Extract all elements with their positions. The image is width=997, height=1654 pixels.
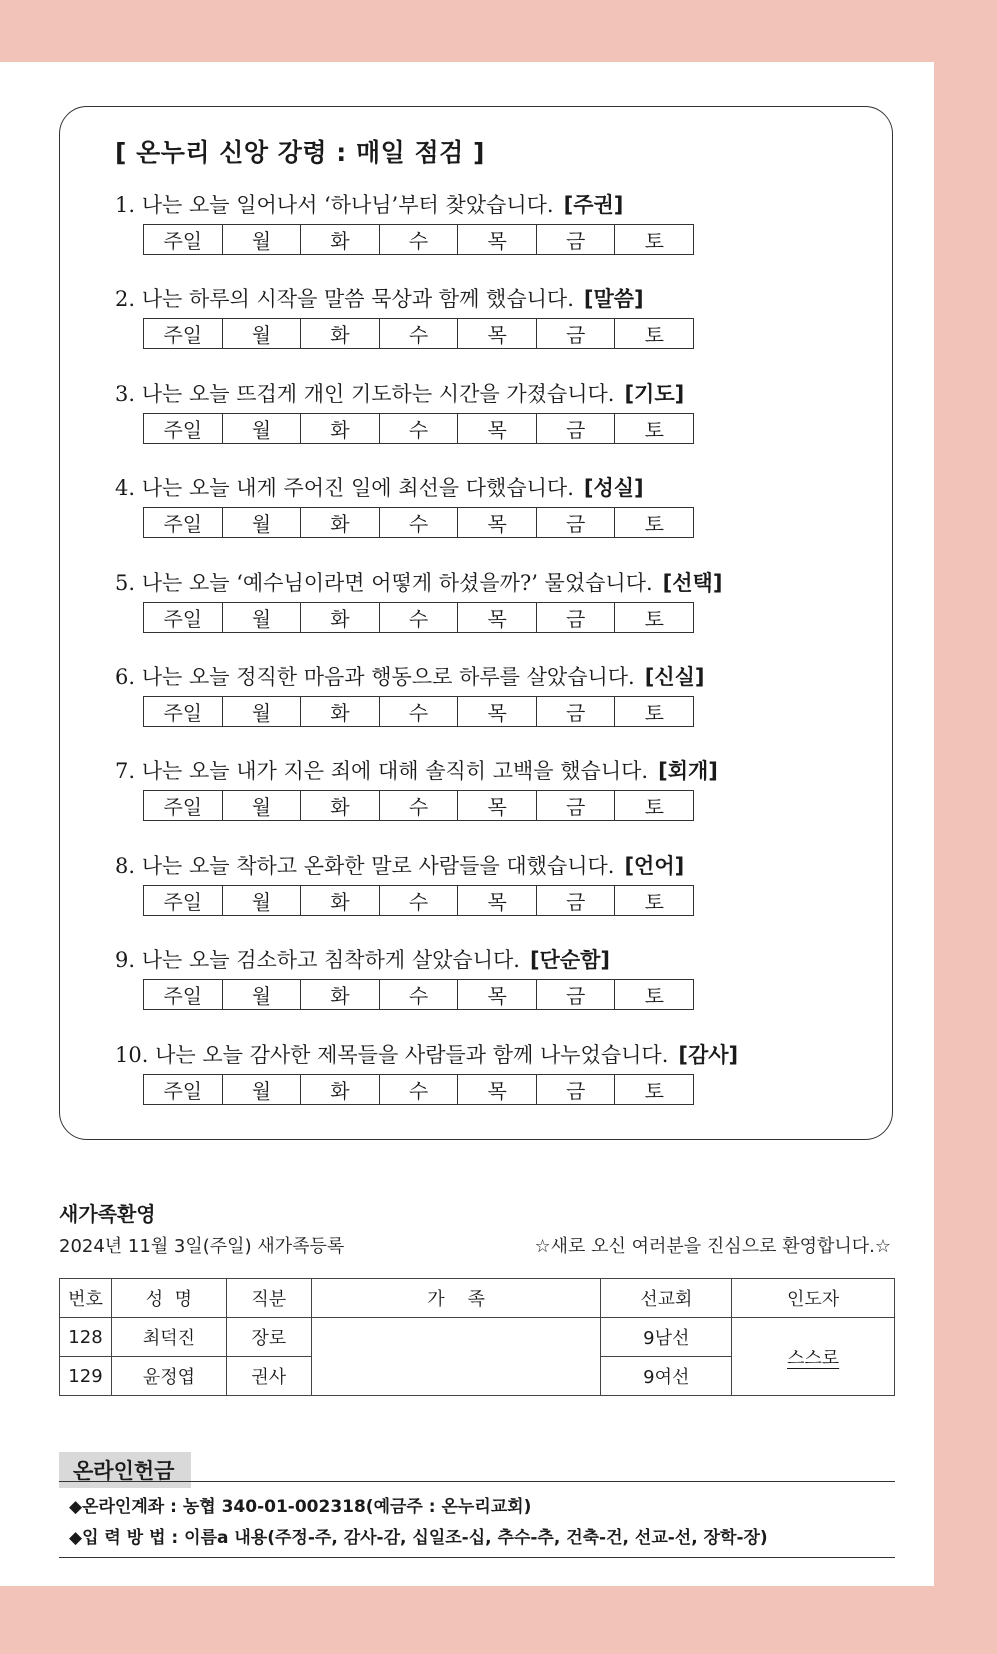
weekday-check-cell[interactable]: 목 <box>457 603 536 632</box>
weekday-check-cell[interactable]: 주일 <box>163 1079 203 1103</box>
new-family-table <box>59 1278 895 1396</box>
checklist-item-text: 4. 나는 오늘 내게 주어진 일에 최선을 다했습니다. <box>115 476 574 500</box>
weekday-check-cell[interactable]: 주일 <box>163 229 203 253</box>
weekday-check-cell[interactable]: 수 <box>379 603 458 632</box>
cell-role: 장로 <box>226 1318 311 1357</box>
table-header-row <box>60 1279 895 1318</box>
checklist-item <box>115 473 875 538</box>
weekday-check-cell[interactable]: 월 <box>222 697 301 726</box>
weekday-check-cell[interactable]: 금 <box>536 603 615 632</box>
checklist-item-line <box>115 190 875 220</box>
weekday-check-cell[interactable]: 수 <box>379 508 458 537</box>
checklist-item-tag: [말씀] <box>583 287 644 311</box>
weekday-checkbox-row <box>143 602 694 633</box>
new-family-date: 2024년 11월 3일(주일) 새가족등록 <box>59 1236 345 1257</box>
cell-mission: 9남선 <box>601 1318 732 1357</box>
weekday-check-cell[interactable]: 주일 <box>163 701 203 725</box>
weekday-check-cell[interactable]: 월 <box>222 319 301 348</box>
bulletin-page <box>0 62 934 1586</box>
weekday-check-cell[interactable]: 주일 <box>163 323 203 347</box>
checklist-item <box>115 379 875 444</box>
weekday-check-cell[interactable]: 목 <box>457 319 536 348</box>
checklist-item <box>115 1040 875 1105</box>
weekday-check-cell[interactable]: 토 <box>614 980 693 1009</box>
checklist-item-tag: [신실] <box>644 665 705 689</box>
header-number: 번호 <box>60 1279 112 1318</box>
weekday-check-cell[interactable]: 토 <box>614 225 693 254</box>
weekday-check-cell[interactable]: 금 <box>536 225 615 254</box>
weekday-check-cell[interactable]: 월 <box>222 886 301 915</box>
weekday-check-cell[interactable]: 월 <box>222 1075 301 1104</box>
weekday-checkbox-row <box>143 318 694 349</box>
new-family-message: ☆새로 오신 여러분을 진심으로 환영합니다.☆ <box>534 1236 891 1257</box>
weekday-check-cell[interactable]: 주일 <box>163 795 203 819</box>
checklist-item-line <box>115 945 875 975</box>
weekday-checkbox-row <box>143 790 694 821</box>
weekday-check-cell[interactable]: 수 <box>379 697 458 726</box>
weekday-check-cell[interactable]: 수 <box>379 319 458 348</box>
weekday-check-cell[interactable]: 월 <box>222 791 301 820</box>
checklist-item-text: 6. 나는 오늘 정직한 마음과 행동으로 하루를 살았습니다. <box>115 665 635 689</box>
checklist-item <box>115 568 875 633</box>
cell-mission: 9여선 <box>601 1357 732 1396</box>
weekday-checkbox-row <box>143 1074 694 1105</box>
checklist-item-tag: [성실] <box>583 476 644 500</box>
weekday-check-cell[interactable]: 토 <box>614 508 693 537</box>
weekday-check-cell[interactable]: 목 <box>457 980 536 1009</box>
weekday-check-cell[interactable]: 금 <box>536 697 615 726</box>
weekday-check-cell[interactable]: 화 <box>300 980 379 1009</box>
divider <box>59 1481 895 1482</box>
weekday-check-cell[interactable]: 화 <box>300 886 379 915</box>
checklist-item-tag: [선택] <box>662 571 723 595</box>
weekday-check-cell[interactable]: 목 <box>457 414 536 443</box>
header-guide: 인도자 <box>732 1279 895 1318</box>
weekday-check-cell[interactable]: 토 <box>614 791 693 820</box>
weekday-check-cell[interactable]: 토 <box>614 319 693 348</box>
weekday-check-cell[interactable]: 월 <box>222 980 301 1009</box>
checklist-item-text: 9. 나는 오늘 검소하고 침착하게 살았습니다. <box>115 948 520 972</box>
checklist-item-line <box>115 284 875 314</box>
daily-checklist-box <box>59 106 893 1140</box>
weekday-check-cell[interactable]: 화 <box>300 791 379 820</box>
weekday-check-cell[interactable]: 토 <box>614 886 693 915</box>
cell-number: 128 <box>60 1318 112 1357</box>
checklist-item-text: 5. 나는 오늘 ‘예수님이라면 어떻게 하셨을까?’ 물었습니다. <box>115 571 653 595</box>
checklist-item-tag: [언어] <box>624 854 685 878</box>
cell-name: 윤정엽 <box>111 1357 226 1396</box>
checklist-item-tag: [감사] <box>678 1043 739 1067</box>
weekday-check-cell[interactable]: 화 <box>300 319 379 348</box>
checklist-item-tag: [기도] <box>624 382 685 406</box>
weekday-check-cell[interactable]: 주일 <box>163 607 203 631</box>
checklist-item <box>115 756 875 821</box>
weekday-check-cell[interactable]: 주일 <box>163 984 203 1008</box>
weekday-check-cell[interactable]: 수 <box>379 225 458 254</box>
weekday-check-cell[interactable]: 목 <box>457 508 536 537</box>
weekday-check-cell[interactable]: 월 <box>222 508 301 537</box>
checklist-item <box>115 284 875 349</box>
weekday-check-cell[interactable]: 토 <box>614 1075 693 1104</box>
divider <box>59 1557 895 1558</box>
weekday-check-cell[interactable]: 주일 <box>163 512 203 536</box>
weekday-check-cell[interactable]: 수 <box>379 414 458 443</box>
checklist-item <box>115 851 875 916</box>
weekday-check-cell[interactable]: 화 <box>300 508 379 537</box>
weekday-check-cell[interactable]: 화 <box>300 1075 379 1104</box>
checklist-title: [ 온누리 신앙 강령 : 매일 점검 ] <box>115 138 485 167</box>
weekday-check-cell[interactable]: 주일 <box>163 418 203 442</box>
weekday-check-cell[interactable]: 금 <box>536 1075 615 1104</box>
checklist-item <box>115 190 875 255</box>
header-family: 가 족 <box>311 1279 601 1318</box>
cell-number: 129 <box>60 1357 112 1396</box>
checklist-item-text: 2. 나는 하루의 시작을 말씀 묵상과 함께 했습니다. <box>115 287 574 311</box>
weekday-check-cell[interactable]: 월 <box>222 414 301 443</box>
weekday-checkbox-row <box>143 507 694 538</box>
checklist-item-line <box>115 662 875 692</box>
checklist-item-text: 10. 나는 오늘 감사한 제목들을 사람들과 함께 나누었습니다. <box>115 1043 669 1067</box>
checklist-item-text: 3. 나는 오늘 뜨겁게 개인 기도하는 시간을 가졌습니다. <box>115 382 615 406</box>
weekday-check-cell[interactable]: 월 <box>222 225 301 254</box>
checklist-item-text: 1. 나는 오늘 일어나서 ‘하나님’부터 찾았습니다. <box>115 193 554 217</box>
checklist-item-tag: [회개] <box>658 759 718 783</box>
weekday-check-cell[interactable]: 목 <box>457 225 536 254</box>
table-row <box>60 1318 895 1357</box>
weekday-check-cell[interactable]: 금 <box>536 414 615 443</box>
weekday-checkbox-row <box>143 413 694 444</box>
checklist-item-line <box>115 1040 875 1070</box>
weekday-check-cell[interactable]: 수 <box>379 980 458 1009</box>
weekday-check-cell[interactable]: 목 <box>457 791 536 820</box>
checklist-item-line <box>115 756 875 786</box>
header-name: 성 명 <box>111 1279 226 1318</box>
checklist-item-tag: [주권] <box>563 193 624 217</box>
weekday-check-cell[interactable]: 화 <box>300 603 379 632</box>
weekday-check-cell[interactable]: 수 <box>379 886 458 915</box>
header-role: 직분 <box>226 1279 311 1318</box>
weekday-checkbox-row <box>143 224 694 255</box>
weekday-checkbox-row <box>143 696 694 727</box>
weekday-check-cell[interactable]: 금 <box>536 508 615 537</box>
checklist-item <box>115 945 875 1010</box>
online-method-line: ◆입 력 방 법 : 이름a 내용(주정-주, 감사-감, 십일조-십, 추수-추, 건축-건, 선교-선, 장학-장) <box>69 1528 768 1548</box>
checklist-item-line <box>115 568 875 598</box>
weekday-checkbox-row <box>143 885 694 916</box>
weekday-checkbox-row <box>143 979 694 1010</box>
checklist-item-text: 8. 나는 오늘 착하고 온화한 말로 사람들을 대했습니다. <box>115 854 615 878</box>
checklist-item-line <box>115 473 875 503</box>
cell-name: 최덕진 <box>111 1318 226 1357</box>
weekday-check-cell[interactable]: 금 <box>536 319 615 348</box>
header-mission: 선교회 <box>601 1279 732 1318</box>
cell-guide <box>732 1318 895 1396</box>
weekday-check-cell[interactable]: 금 <box>536 791 615 820</box>
weekday-check-cell[interactable]: 금 <box>536 886 615 915</box>
weekday-check-cell[interactable]: 토 <box>614 414 693 443</box>
weekday-check-cell[interactable]: 금 <box>536 980 615 1009</box>
checklist-item <box>115 662 875 727</box>
weekday-check-cell[interactable]: 토 <box>614 603 693 632</box>
weekday-check-cell[interactable]: 화 <box>300 697 379 726</box>
weekday-check-cell[interactable]: 목 <box>457 697 536 726</box>
weekday-check-cell[interactable]: 목 <box>457 1075 536 1104</box>
guide-text: 스스로 <box>787 1347 840 1369</box>
cell-family <box>311 1318 601 1396</box>
new-family-title: 새가족환영 <box>59 1202 156 1226</box>
checklist-item-line <box>115 379 875 409</box>
weekday-check-cell[interactable]: 수 <box>379 1075 458 1104</box>
cell-role: 권사 <box>226 1357 311 1396</box>
weekday-check-cell[interactable]: 토 <box>614 697 693 726</box>
checklist-item-line <box>115 851 875 881</box>
weekday-check-cell[interactable]: 화 <box>300 225 379 254</box>
weekday-check-cell[interactable]: 주일 <box>163 890 203 914</box>
weekday-check-cell[interactable]: 목 <box>457 886 536 915</box>
weekday-check-cell[interactable]: 화 <box>300 414 379 443</box>
checklist-item-text: 7. 나는 오늘 내가 지은 죄에 대해 솔직히 고백을 했습니다. <box>115 759 649 783</box>
checklist-item-tag: [단순함] <box>529 948 611 972</box>
online-offering-title: 온라인헌금 <box>59 1452 191 1488</box>
weekday-check-cell[interactable]: 수 <box>379 791 458 820</box>
online-account-line: ◆온라인계좌 : 농협 340-01-002318(예금주 : 온누리교회) <box>69 1497 532 1517</box>
weekday-check-cell[interactable]: 월 <box>222 603 301 632</box>
